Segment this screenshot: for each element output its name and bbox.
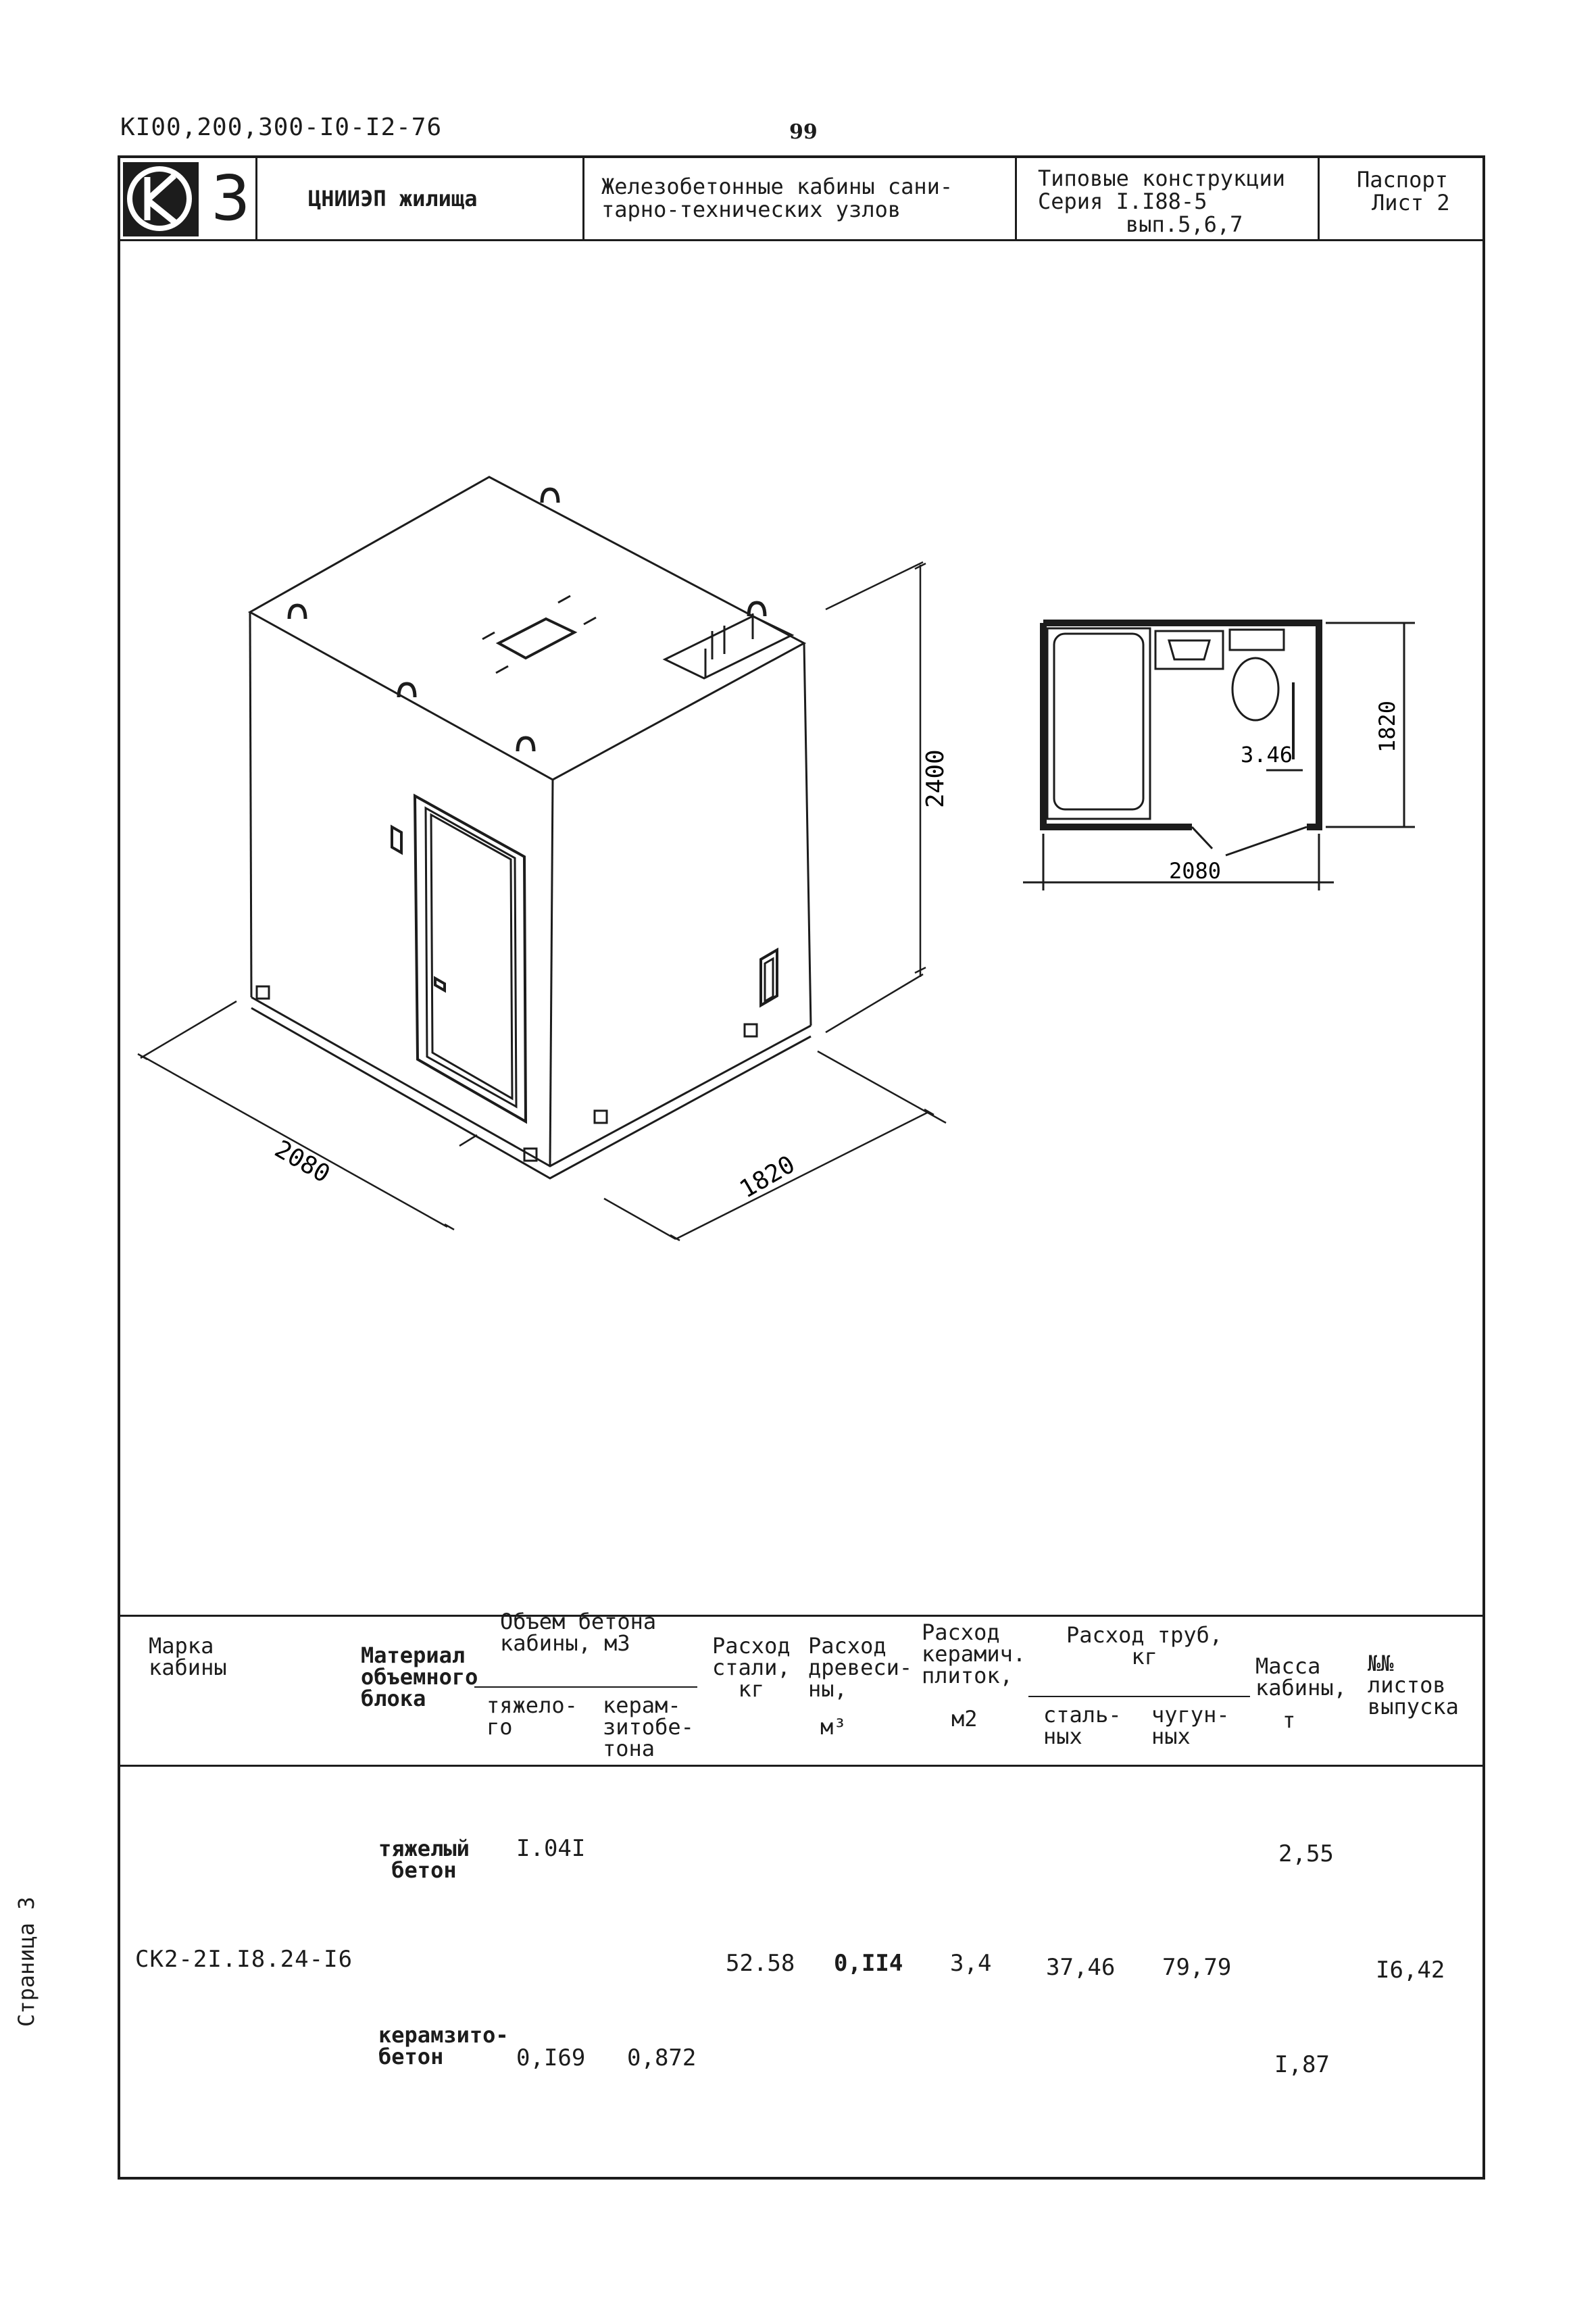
cabin-drawing [118,241,1485,1612]
th-volume: Объем бетона кабины, м3 [500,1609,657,1656]
dim-length: 2080 [270,1135,335,1189]
steel-value: 52.58 [726,1950,795,1977]
tiles-value: 3,4 [950,1950,992,1977]
series-line3: вып.5,6,7 [1126,211,1243,237]
page-number: 99 [789,120,818,144]
row-ceramsite-mass: I,87 [1274,2051,1330,2078]
th-wood: Расход древеси- ны, [808,1633,913,1702]
th-pipes-steel: сталь- ных [1043,1702,1122,1749]
wood-value: 0,II4 [834,1950,903,1977]
doc-type: Паспорт [1357,167,1448,193]
th-steel: Расход стали, кг [712,1633,791,1702]
th-pipes-cast: чугун- ных [1151,1702,1230,1749]
table-top-border [118,1615,1485,1617]
table-header-divider [118,1765,1485,1767]
row-heavy-volume: I.04I [516,1835,586,1862]
sheet-number: Лист 2 [1372,190,1450,216]
pipes-cast-value: 79,79 [1162,1954,1232,1981]
series-line1: Типовые конструкции [1038,166,1286,191]
row-heavy-mass: 2,55 [1278,1840,1334,1867]
side-page-label: Страница 3 [14,1896,39,2027]
document-code: КI00,200,300-I0-I2-76 [120,114,443,141]
plan-area: 3.46 [1241,742,1293,768]
document-title-line2: тарно-технических узлов [601,197,901,222]
th-tiles-unit: м2 [951,1706,978,1732]
pipes-steel-value: 37,46 [1046,1954,1116,1981]
th-mass: Масса кабины, [1255,1653,1347,1701]
th-sheets: №№ листов выпуска [1368,1651,1459,1719]
th-volume-ceramsite: керам- зитобе- тона [603,1692,694,1761]
document-title-line1: Железобетонные кабины сани- [601,174,953,199]
organization-name: ЦНИИЭП жилища [308,186,478,211]
plan-length: 2080 [1169,858,1222,884]
th-tiles: Расход керамич. плиток, [922,1619,1026,1688]
th-pipes: Расход труб, кг [1066,1622,1223,1669]
sheets-value: I6,42 [1376,1957,1445,1984]
cabin-mark: СК2-2I.I8.24-I6 [135,1946,353,1973]
th-volume-heavy: тяжело- го [487,1692,578,1740]
row-ceramsite-material: керамзито- бетон [378,2022,509,2069]
plan-width: 1820 [1374,700,1400,753]
series-line2: Серия I.I88-5 [1038,188,1207,214]
th-mass-unit: т [1282,1707,1296,1733]
th-mark: Марка кабины [149,1633,227,1680]
row-ceramsite-volume-heavy: 0,I69 [516,2044,586,2071]
th-wood-unit: м³ [820,1714,847,1740]
row-ceramsite-volume-ceramsite: 0,872 [627,2044,697,2071]
row-heavy-material: тяжелый бетон [378,1836,470,1883]
dim-height: 2400 [922,749,949,808]
logo-digit: 3 [211,162,251,234]
dim-width: 1820 [735,1150,800,1204]
th-material: Материал объемного блока [361,1642,478,1711]
